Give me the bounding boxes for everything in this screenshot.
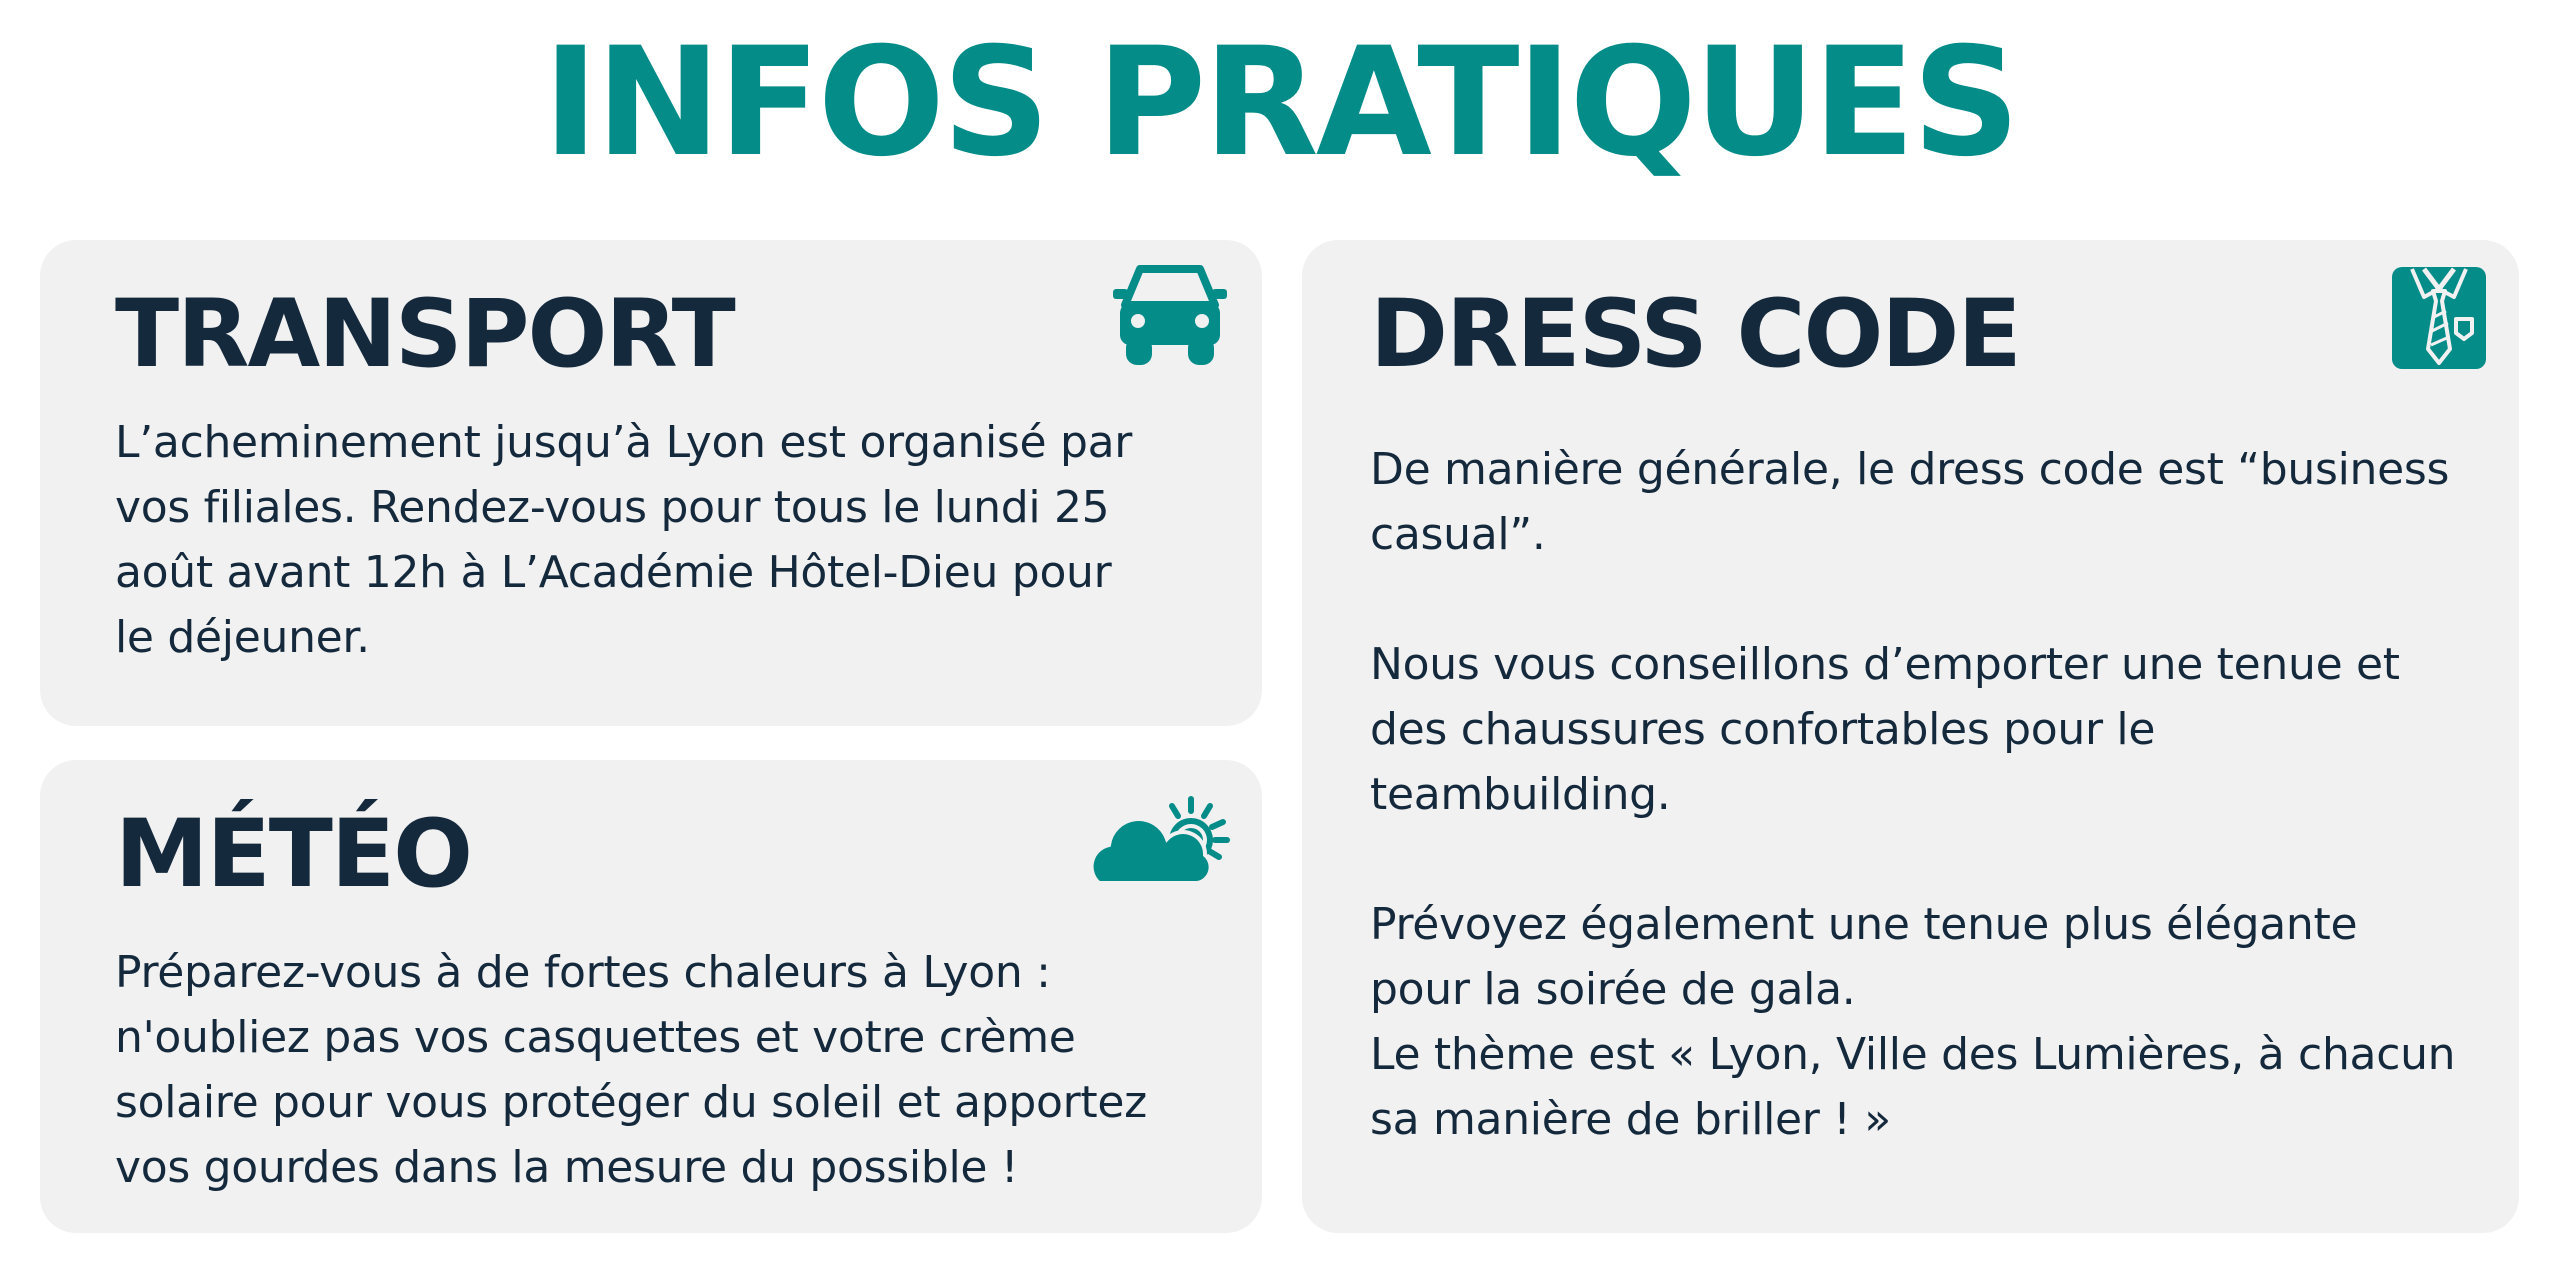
meteo-heading: MÉTÉO [115,800,471,909]
dress-code-line: casual”. [1370,509,1546,560]
dress-code-line: Nous vous conseillons d’emporter une tenue et [1370,639,2400,690]
transport-line: L’acheminement jusqu’à Lyon est organisé par [115,417,1133,468]
page-title: INFOS PRATIQUES [542,16,2018,190]
transport-line: vos filiales. Rendez-vous pour tous le lundi 25 [115,482,1110,533]
meteo-line: vos gourdes dans la mesure du possible ! [115,1142,1019,1193]
transport-heading: TRANSPORT [115,280,734,389]
dress-code-line: Le thème est « Lyon, Ville des Lumières, à chacun [1370,1029,2456,1080]
transport-line: le déjeuner. [115,612,370,663]
meteo-text [115,940,1147,1200]
sun-cloud-icon [1085,795,1235,895]
car-icon [1112,265,1228,372]
meteo-line: solaire pour vous protéger du soleil et apportez [115,1077,1147,1128]
paragraph-gap [1370,567,2455,632]
dress-code-line: pour la soirée de gala. [1370,964,1856,1015]
dress-code-line: De manière générale, le dress code est “business [1370,444,2450,495]
paragraph-gap [1370,827,2455,892]
dress-code-card [1302,240,2519,1233]
meteo-card [40,760,1262,1233]
transport-card [40,240,1262,726]
dress-code-line: teambuilding. [1370,769,1671,820]
dress-code-heading: DRESS CODE [1370,280,2020,389]
dress-code-line: Prévoyez également une tenue plus élégante [1370,899,2358,950]
meteo-line: n'oubliez pas vos casquettes et votre crème [115,1012,1076,1063]
dress-code-line: des chaussures confortables pour le [1370,704,2156,755]
dress-code-text [1370,437,2455,1152]
shirt-tie-icon [2392,267,2486,374]
transport-line: août avant 12h à L’Académie Hôtel-Dieu pour [115,547,1112,598]
dress-code-line: sa manière de briller ! » [1370,1094,1891,1145]
meteo-line: Préparez-vous à de fortes chaleurs à Lyon : [115,947,1051,998]
transport-text [115,410,1132,670]
